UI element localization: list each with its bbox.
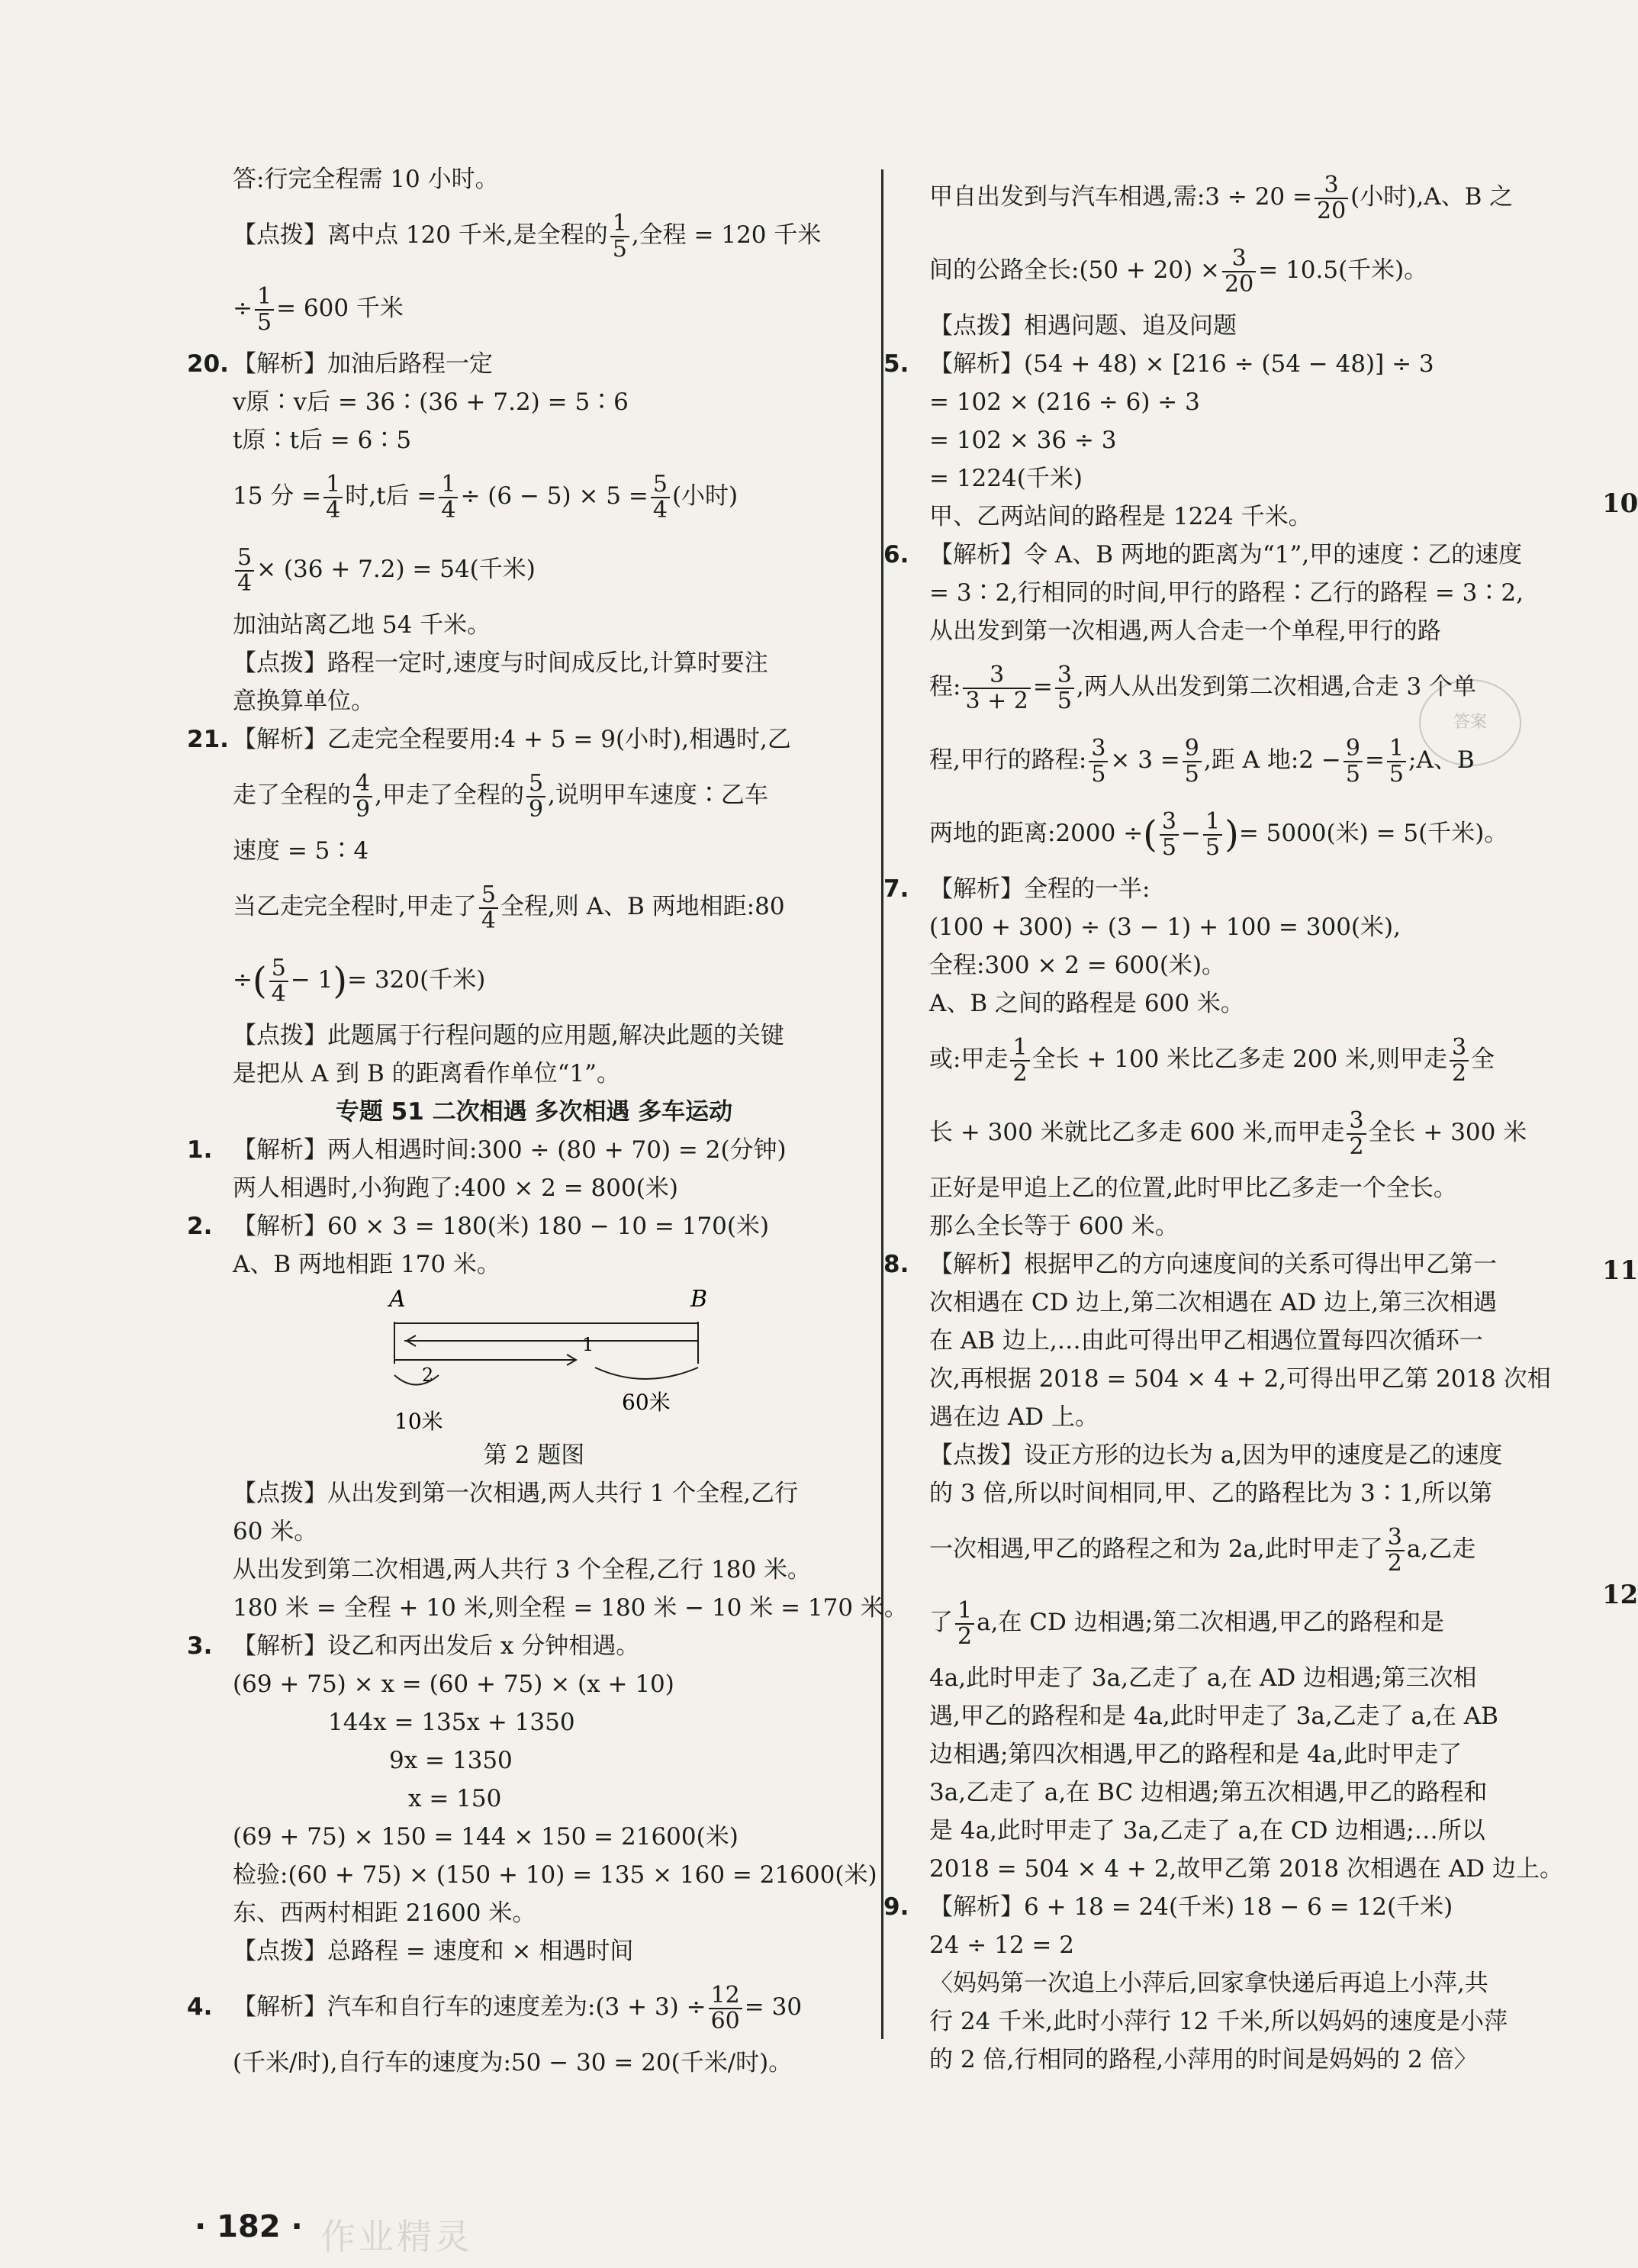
fraction: $\frac{9}{5}$ (1344, 736, 1363, 786)
text-line: 一次相遇,甲乙的路程之和为 2a,此时甲走了 $\frac{3}{2}$ a,乙走 (929, 1524, 1476, 1577)
text-line: 边相遇;第四次相遇,甲乙的路程和是 4a,此时甲走了 (929, 1741, 1463, 1768)
text-line: 的 2 倍,行相同的路程,小萍用的时间是妈妈的 2 倍〉 (929, 2046, 1478, 2073)
column-divider (881, 169, 883, 2039)
text-line: 当乙走完全程时,甲走了 $\frac{5}{4}$ 全程,则 A、B 两地相距:80 (233, 881, 785, 934)
question-number: 6. (883, 541, 909, 569)
text-line: 程: $\frac{3}{3 + 2}$ = $\frac{3}{5}$ ,两人从出发到第二次相遇,合走 3 个单 (929, 662, 1477, 714)
question-7: 7. 【解析】全程的一半: (891, 870, 1587, 908)
fraction: $\frac{5}{4}$ (235, 546, 254, 595)
fraction: $\frac{5}{4}$ (651, 472, 670, 522)
fraction: $\frac{3}{5}$ (1055, 663, 1074, 713)
watermark: 作业精灵 (320, 2216, 473, 2257)
fraction: $\frac{1}{2}$ (955, 1599, 974, 1648)
text-line: ÷ $\frac{1}{5}$ = 600 千米 (233, 283, 404, 336)
question-number: 1. (187, 1136, 213, 1164)
left-column (187, 160, 908, 2082)
fraction: $\frac{1}{5}$ (610, 211, 629, 261)
text-line: t原∶t后 = 6∶5 (233, 427, 412, 454)
question-number: 3. (187, 1632, 213, 1660)
equation-line: 全程:300 × 2 = 600(米)。 (929, 952, 1226, 979)
question-number: 8. (883, 1251, 909, 1278)
point-a-label: A (389, 1286, 406, 1313)
fraction: $\frac{5}{4}$ (269, 956, 288, 1006)
text-line: 15 分 = $\frac{1}{4}$ 时,t后 = $\frac{1}{4}$ ÷ (6 − 5) × 5 = $\frac{5}{4}$ (小时) (233, 471, 739, 524)
margin-mark-10: 10 (1602, 488, 1638, 519)
text-line: 长 + 300 米就比乙多走 600 米,而甲走 $\frac{3}{2}$ 全长 + 300 米 (929, 1107, 1527, 1160)
text-line: 那么全长等于 600 米。 (929, 1213, 1179, 1240)
text-line: 程,甲行的路程: $\frac{3}{5}$ × 3 = $\frac{9}{5}$ ,距 A 地:2 − $\frac{9}{5}$ = $\frac{1}{5}$ ;A、B (929, 735, 1475, 788)
text-line: v原∶v后 = 36∶(36 + 7.2) = 5∶6 (233, 388, 629, 416)
tip-line: 【点拨】相遇问题、追及问题 (929, 312, 1237, 340)
equation-line: 144x = 135x + 1350 (328, 1709, 575, 1736)
figure-caption: 第 2 题图 (483, 1442, 585, 1469)
text-line: 或:甲走 $\frac{1}{2}$ 全长 + 100 米比乙多走 200 米,则甲走 $\frac{3}{2}$ 全 (929, 1034, 1495, 1087)
label-60m: 60米 (622, 1390, 671, 1415)
fraction: $\frac{1}{4}$ (439, 472, 458, 522)
question-9: 9. 【解析】6 + 18 = 24(千米) 18 − 6 = 12(千米) (891, 1888, 1587, 1926)
question-5: 5. 【解析】(54 + 48) × [216 ÷ (54 − 48)] ÷ 3 (891, 345, 1587, 383)
brace-60m (595, 1368, 698, 1379)
text-line: 4a,此时甲走了 3a,乙走了 a,在 AD 边相遇;第三次相 (929, 1664, 1477, 1692)
text-line: 在 AB 边上,…由此可得出甲乙相遇位置每四次循环一 (929, 1327, 1483, 1355)
text-line: 两人相遇时,小狗跑了:400 × 2 = 800(米) (233, 1174, 678, 1202)
question-3: 3. 【解析】设乙和丙出发后 x 分钟相遇。 (195, 1627, 874, 1665)
equation-line: (100 + 300) ÷ (3 − 1) + 100 = 300(米), (929, 913, 1401, 941)
tip-line: 【点拨】路程一定时,速度与时间成反比,计算时要注 (233, 649, 768, 677)
equation-line: = 102 × (216 ÷ 6) ÷ 3 (929, 388, 1200, 416)
text-line: 遇,甲乙的路程和是 4a,此时甲走了 3a,乙走了 a,在 AB (929, 1703, 1498, 1730)
text-line: 〈妈妈第一次追上小萍后,回家拿快递后再追上小萍,共 (929, 1970, 1488, 1997)
equation-line: (69 + 75) × 150 = 144 × 150 = 21600(米) (233, 1823, 739, 1851)
answer-line: 答:行完全程需 10 小时。 (233, 166, 499, 193)
text-line: 检验:(60 + 75) × (150 + 10) = 135 × 160 = 21600(米) (233, 1861, 877, 1889)
text-line: 次相遇在 CD 边上,第二次相遇在 AD 边上,第三次相遇 (929, 1289, 1497, 1316)
question-1: 1. 【解析】两人相遇时间:300 ÷ (80 + 70) = 2(分钟) (195, 1131, 874, 1169)
text-line: 的 3 倍,所以时间相同,甲、乙的路程比为 3∶1,所以第 (929, 1480, 1493, 1507)
question-number: 5. (883, 350, 909, 378)
equation-line: 24 ÷ 12 = 2 (929, 1931, 1074, 1959)
equation-line: x = 150 (408, 1785, 502, 1812)
fraction: $\frac{3}{2}$ (1450, 1036, 1469, 1085)
text-line: (千米/时),自行车的速度为:50 − 30 = 20(千米/时)。 (233, 2049, 793, 2076)
point-b-label: B (690, 1286, 708, 1313)
question-number: 7. (883, 875, 909, 903)
right-column (883, 160, 1587, 2079)
fraction: $\frac{3}{2}$ (1347, 1109, 1366, 1158)
fraction: $\frac{9}{5}$ (1183, 736, 1202, 786)
text-line: 60 米。 (233, 1518, 318, 1545)
equation-line: = 1224(千米) (929, 465, 1083, 492)
question-6: 6. 【解析】令 A、B 两地的距离为“1”,甲的速度∶乙的速度 (891, 536, 1587, 574)
question-number: 20. (187, 350, 229, 378)
text-line: A、B 之间的路程是 600 米。 (929, 990, 1244, 1017)
text-line: 正好是甲追上乙的位置,此时甲比乙多走一个全长。 (929, 1174, 1457, 1202)
fraction: $\frac{1}{2}$ (1010, 1036, 1029, 1085)
text-line: 甲自出发到与汽车相遇,需:3 ÷ 20 = $\frac{3}{20}$ (小时),A、B 之 (929, 172, 1514, 224)
tip-line: 【点拨】从出发到第一次相遇,两人共行 1 个全程,乙行 (233, 1480, 799, 1507)
equation-line: = 102 × 36 ÷ 3 (929, 427, 1117, 454)
section-heading: 专题 51 二次相遇 多次相遇 多车运动 (335, 1098, 733, 1126)
question-4: 4. 【解析】汽车和自行车的速度差为:(3 + 3) ÷ $\frac{12}{60}$ = 30 (195, 1970, 874, 2044)
text-line: 甲、乙两站间的路程是 1224 千米。 (929, 503, 1312, 530)
tip-line: 【点拨】总路程 = 速度和 × 相遇时间 (233, 1938, 634, 1965)
text-line: ÷( $\frac{5}{4}$ − 1)= 320(千米) (233, 955, 486, 1007)
text-line: 间的公路全长:(50 + 20) × $\frac{3}{20}$ = 10.5(千米)。 (929, 245, 1428, 298)
question-number: 4. (187, 1993, 213, 2021)
equation-line: 9x = 1350 (389, 1747, 513, 1774)
text-line: 从出发到第一次相遇,两人合走一个单程,甲行的路 (929, 617, 1441, 645)
fraction: $\frac{1}{5}$ (1203, 810, 1222, 859)
text-line: 速度 = 5∶4 (233, 837, 369, 865)
distance-diagram (195, 1284, 874, 1436)
question-20: 20. 【解析】加油后路程一定 (195, 345, 874, 383)
text-line: A、B 两地相距 170 米。 (233, 1251, 500, 1278)
fraction: $\frac{3}{2}$ (1385, 1525, 1405, 1575)
text-line: 遇在边 AD 上。 (929, 1403, 1099, 1431)
fraction: $\frac{5}{9}$ (526, 772, 545, 821)
fraction: $\frac{1}{5}$ (1387, 736, 1406, 786)
fraction: $\frac{1}{4}$ (323, 472, 343, 522)
marker-1: 1 (582, 1334, 594, 1355)
fraction: $\frac{5}{4}$ (479, 883, 498, 933)
text-line: 加油站离乙地 54 千米。 (233, 611, 491, 639)
equation-line: (69 + 75) × x = (60 + 75) × (x + 10) (233, 1670, 674, 1698)
question-8: 8. 【解析】根据甲乙的方向速度间的关系可得出甲乙第一 (891, 1245, 1587, 1284)
text-line: 2018 = 504 × 4 + 2,故甲乙第 2018 次相遇在 AD 边上。 (929, 1855, 1563, 1883)
marker-2: 2 (422, 1364, 434, 1386)
question-number: 21. (187, 726, 229, 753)
fraction: $\frac{12}{60}$ (709, 1983, 742, 2033)
page-number: · 182 · (195, 2209, 303, 2244)
text-line: 3a,乙走了 a,在 BC 边相遇;第五次相遇,甲乙的路程和 (929, 1779, 1488, 1806)
text-line: 走了全程的 $\frac{4}{9}$ ,甲走了全程的 $\frac{5}{9}$ ,说明甲车速度∶乙车 (233, 770, 768, 823)
fraction: $\frac{3}{20}$ (1315, 173, 1348, 223)
fraction: $\frac{4}{9}$ (353, 772, 372, 821)
question-number: 9. (883, 1893, 909, 1921)
margin-mark-11: 11 (1602, 1255, 1638, 1286)
text-line: 东、西两村相距 21600 米。 (233, 1899, 536, 1927)
text-line: 意换算单位。 (233, 688, 375, 715)
fraction: $\frac{3}{5}$ (1089, 736, 1108, 786)
figure-q2 (195, 1284, 874, 1436)
text-line: = 3∶2,行相同的时间,甲行的路程∶乙行的路程 = 3∶2, (929, 579, 1524, 607)
text-line: 行 24 千米,此时小萍行 12 千米,所以妈妈的速度是小萍 (929, 2008, 1508, 2035)
tip-line: 【点拨】离中点 120 千米,是全程的 $\frac{1}{5}$ ,全程 = 120 千米 (233, 210, 822, 263)
question-2: 2. 【解析】60 × 3 = 180(米) 180 − 10 = 170(米) (195, 1207, 874, 1245)
tip-line: 【点拨】设正方形的边长为 a,因为甲的速度是乙的速度 (929, 1442, 1503, 1469)
text-line: 180 米 = 全程 + 10 米,则全程 = 180 米 − 10 米 = 170 米。 (233, 1594, 908, 1622)
margin-mark-12: 12 (1602, 1580, 1638, 1610)
text-line: 了 $\frac{1}{2}$ a,在 CD 边相遇;第二次相遇,甲乙的路程和是 (929, 1597, 1445, 1650)
text-line: 是把从 A 到 B 的距离看作单位“1”。 (233, 1060, 621, 1087)
fraction: $\frac{1}{5}$ (255, 285, 274, 334)
label-10m: 10米 (394, 1409, 443, 1434)
fraction: $\frac{3}{3 + 2}$ (963, 663, 1030, 713)
tip-line: 【点拨】此题属于行程问题的应用题,解决此题的关键 (233, 1022, 784, 1049)
stamp-mark: 答案 (1419, 679, 1521, 766)
fraction: $\frac{3}{5}$ (1160, 810, 1179, 859)
text-line: 是 4a,此时甲走了 3a,乙走了 a,在 CD 边相遇;…所以 (929, 1817, 1485, 1844)
text-line: 从出发到第二次相遇,两人共行 3 个全程,乙行 180 米。 (233, 1556, 812, 1583)
question-21: 21. 【解析】乙走完全程要用:4 + 5 = 9(小时),相遇时,乙 (195, 720, 874, 759)
text-line: 两地的距离:2000 ÷( $\frac{3}{5}$ − $\frac{1}{5}$ )= 5000(米) = 5(千米)。 (929, 808, 1508, 861)
fraction: $\frac{3}{20}$ (1222, 246, 1256, 296)
text-line: 次,再根据 2018 = 504 × 4 + 2,可得出甲乙第 2018 次相 (929, 1365, 1551, 1393)
text-line: $\frac{5}{4}$ × (36 + 7.2) = 54(千米) (195, 533, 874, 606)
question-number: 2. (187, 1213, 213, 1240)
